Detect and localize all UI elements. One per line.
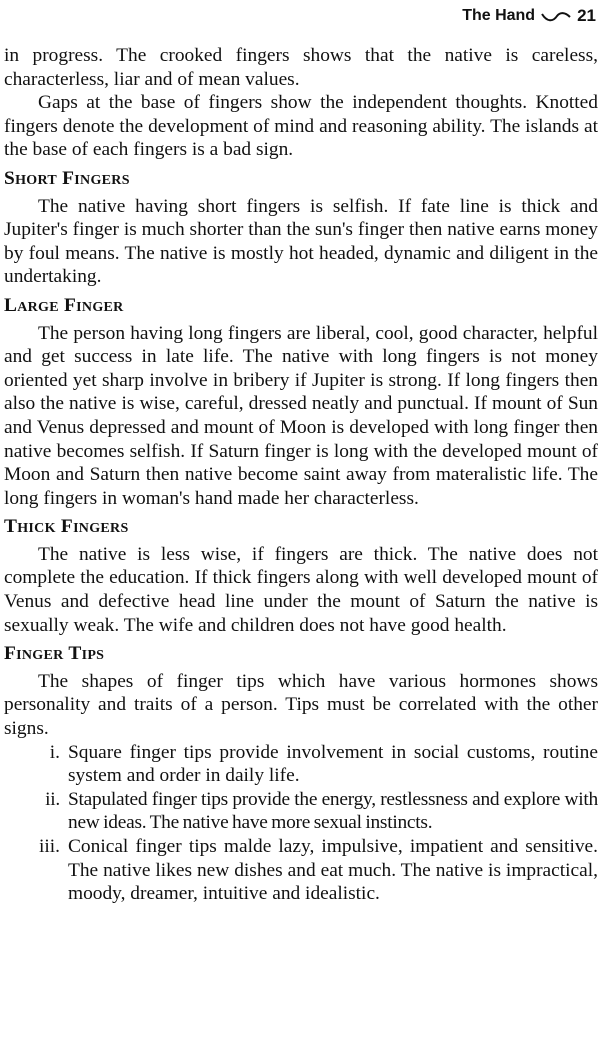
finger-tips-list [4, 741, 598, 906]
finger-tips-paragraph: The shapes of finger tips which have various hormones shows personality and traits of a person. Tips must be correlated with the other signs. [4, 670, 598, 740]
list-item-text: Conical finger tips malde lazy, impulsive, impatient and sensitive. The native likes new dishes and eat much. The native is impractical, moody, dreamer, intuitive and idealistic. [68, 836, 598, 905]
list-item [4, 835, 598, 906]
list-item-number: ii. [45, 788, 60, 810]
running-head [462, 6, 596, 26]
intro-paragraph-gaps: Gaps at the base of fingers show the independent thoughts. Knotted fingers denote the development of mind and reasoning ability. The islands at the base of each fingers is a bad sign. [4, 92, 598, 161]
list-item-text: Stapulated finger tips provide the energy, restlessness and explore with new ideas. The native have more sexual instincts. [68, 788, 598, 834]
swash-ornament-icon [541, 10, 571, 22]
thick-fingers-paragraph: The native is less wise, if fingers are thick. The native does not complete the education. If thick fingers along with well developed mount of Venus and defective head line under the mount of Saturn the native is sexually weak. The wife and children does not have good health. [4, 543, 598, 636]
heading-finger-tips: Finger Tips [4, 643, 105, 665]
short-fingers-paragraph: The native having short fingers is selfish. If fate line is thick and Jupiter's finger is much shorter than the sun's finger then native earns money by foul means. The native is mostly hot headed, dynamic and diligent in the undertaking. [4, 195, 598, 288]
list-item-text: Square finger tips provide involvement in social customs, routine system and order in daily life. [68, 741, 598, 787]
list-item [4, 741, 598, 788]
heading-short-fingers: Short Fingers [4, 167, 130, 189]
intro-paragraph-continued: in progress. The crooked fingers shows that the native is careless, characterless, liar and of mean values. [4, 45, 598, 90]
book-page [4, 0, 598, 1042]
large-finger-paragraph: The person having long fingers are liberal, cool, good character, helpful and get success in late life. The native with long fingers is not money oriented yet sharp involve in bribery if Jupiter is strong. If long fingers then also the native is wise, careful, dressed neatly and punctual. If mount of Sun and Venus depressed and mount of Moon is developed with long finger then native becomes selfish. If Saturn finger is long with the developed mount of Moon and Saturn then native become saint away from materalistic life. The long fingers in woman's hand made her characterless. [4, 322, 598, 509]
page-number: 21 [577, 6, 596, 25]
body-text [4, 44, 598, 906]
running-head-title: The Hand [462, 7, 536, 24]
list-item-number: iii. [38, 836, 60, 857]
list-item [4, 788, 598, 835]
heading-thick-fingers: Thick Fingers [4, 516, 129, 538]
list-item-number: i. [49, 741, 60, 763]
heading-large-finger: Large Finger [4, 294, 124, 316]
